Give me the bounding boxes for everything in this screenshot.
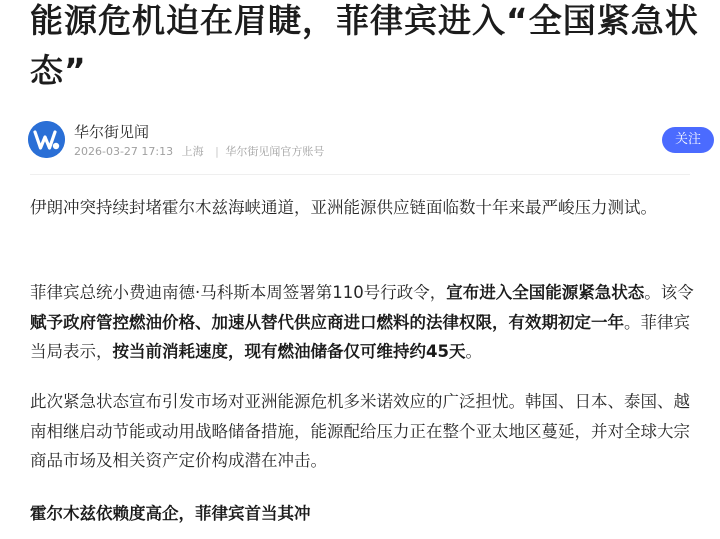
article-paragraph-3: 此次紧急状态宣布引发市场对亚洲能源危机多米诺效应的广泛担忧。韩国、日本、泰国、越南相继启动节能或动用战略储备措施，能源配给压力正在整个亚太地区蔓延，并对全球大宗商品市场及相关资产定价构成潜在冲击。 <box>30 392 690 470</box>
wallstreetcn-logo-icon <box>28 121 65 158</box>
p2-bold-reserves: 按当前消耗速度，现有燃油储备仅可维持约45天 <box>112 342 466 361</box>
p2-text-g: 。 <box>465 342 482 361</box>
article-paragraph-1: 伊朗冲突持续封堵霍尔木兹海峡通道，亚洲能源供应链面临数十年来最严峻压力测试。 <box>30 198 657 217</box>
post-meta <box>74 145 329 159</box>
p2-text-c: 。该令 <box>644 283 694 302</box>
header-divider <box>30 174 690 175</box>
article-paragraph-2 <box>30 278 695 367</box>
p2-bold-authority: 赋予政府管控燃油价格、加速从替代供应商进口燃料的法律权限，有效期初定一年 <box>30 312 624 332</box>
author-avatar[interactable] <box>28 121 65 158</box>
account-type: 华尔街见闻官方账号 <box>225 145 325 158</box>
author-name[interactable]: 华尔街见闻 <box>74 123 150 141</box>
post-datetime: 2026-03-27 17:13 <box>74 145 174 158</box>
p2-text-e: 。菲律宾当局表示， <box>30 312 690 361</box>
follow-button[interactable]: 关注 <box>662 127 714 153</box>
article-title: 能源危机迫在眉睫，菲律宾进入“全国紧急状态” <box>30 1 699 90</box>
p2-text-a: 菲律宾总统小费迪南德·马科斯本周签署第110号行政令， <box>30 283 447 302</box>
post-location: 上海 <box>181 145 204 158</box>
author-row <box>28 121 718 163</box>
meta-separator: | <box>215 145 219 158</box>
p2-bold-emergency: 宣布进入全国能源紧急状态 <box>446 283 645 302</box>
article-subheading: 霍尔木兹依赖度高企，菲律宾首当其冲 <box>30 504 311 523</box>
